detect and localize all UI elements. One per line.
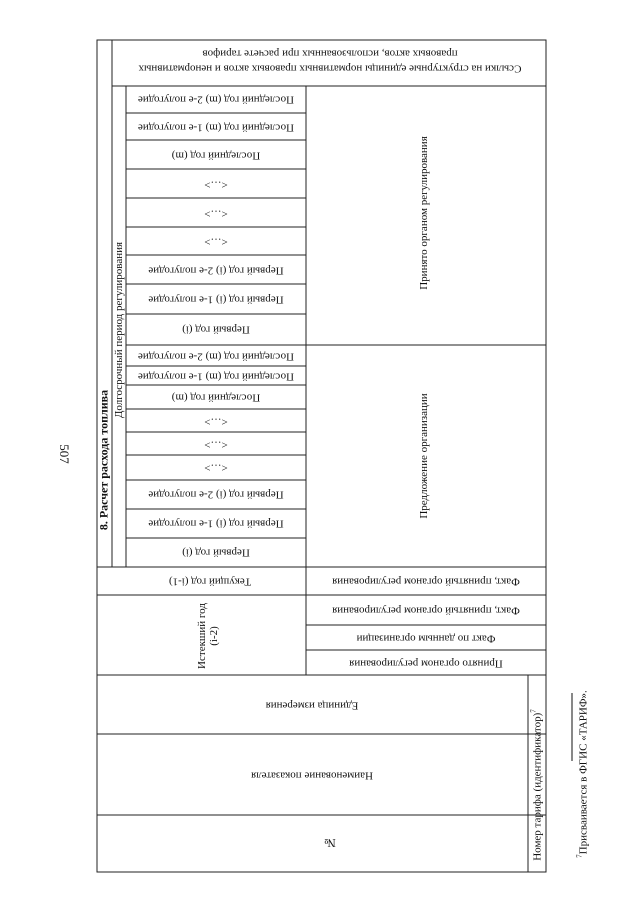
org-row-ellipsis-1: <…> bbox=[204, 461, 228, 474]
past-year-accepted-regulator: Принято органом регулирования bbox=[349, 657, 503, 670]
reg-row-last-h2: Последний год (m) 2-е полугодие bbox=[137, 93, 295, 106]
tariff-number-sup: 7 bbox=[529, 709, 538, 713]
org-row-last-h2: Последний год (m) 2-е полугодие bbox=[137, 350, 295, 363]
footnote bbox=[577, 690, 590, 858]
tariff-number-label bbox=[531, 709, 544, 861]
org-row-first-h2: Первый год (i) 2-е полугодие bbox=[148, 488, 284, 501]
reg-row-ellipsis-1: <…> bbox=[204, 235, 228, 248]
tariff-number-text: Номер тарифа (идентификатор) bbox=[531, 712, 544, 861]
reg-row-ellipsis-2: <…> bbox=[204, 207, 228, 220]
reg-row-first-h2: Первый год (i) 2-е полугодие bbox=[148, 264, 284, 277]
reg-row-ellipsis-3: <…> bbox=[204, 178, 228, 191]
section-title: 8. Расчет расхода топлива bbox=[96, 389, 111, 531]
number-header: № bbox=[324, 836, 336, 850]
footnote-text: Присваивается в ФГИС «ТАРИФ». bbox=[577, 690, 590, 855]
current-year-label: Текущий год (i-1) bbox=[168, 575, 252, 588]
reg-row-first: Первый год (i) bbox=[182, 323, 250, 336]
footnote-sup: 7 bbox=[575, 854, 584, 858]
org-row-first-h1: Первый год (i) 1-е полугодие bbox=[148, 517, 284, 530]
unit-header: Единица измерения bbox=[265, 699, 359, 712]
past-year-label: Истекший год (i-2) bbox=[195, 603, 220, 669]
org-row-first: Первый год (i) bbox=[182, 546, 250, 559]
regulator-accepted-label: Принято органом регулирования bbox=[417, 136, 430, 290]
long-period-header: Долгосрочный период регулирования bbox=[112, 241, 125, 419]
past-year-fact-org: Факт по данным организации bbox=[356, 632, 496, 645]
reg-row-last: Последний год (m) bbox=[171, 149, 261, 162]
current-year-fact-regulator: Факт, принятый органом регулирования bbox=[332, 575, 520, 588]
org-row-last-h1: Последний год (m) 1-е полугодие bbox=[137, 370, 295, 383]
indicator-name-header: Наименование показателя bbox=[251, 769, 373, 782]
past-year-fact-regulator: Факт, принятый органом регулирования bbox=[332, 604, 520, 617]
page-number: 507 bbox=[57, 444, 73, 464]
references-line-1: Ссылки на структурные единицы нормативных правовых актов и ненормативных bbox=[138, 62, 522, 75]
org-row-ellipsis-2: <…> bbox=[204, 438, 228, 451]
org-row-last: Последний год (m) bbox=[171, 391, 261, 404]
org-proposal-label: Предложение организации bbox=[417, 393, 430, 519]
reg-row-first-h1: Первый год (i) 1-е полугодие bbox=[148, 293, 284, 306]
reg-row-last-h1: Последний год (m) 1-е полугодие bbox=[137, 121, 295, 134]
org-row-ellipsis-3: <…> bbox=[204, 415, 228, 428]
references-line-2: правовых актов, использованных при расчете тарифов bbox=[202, 47, 458, 60]
